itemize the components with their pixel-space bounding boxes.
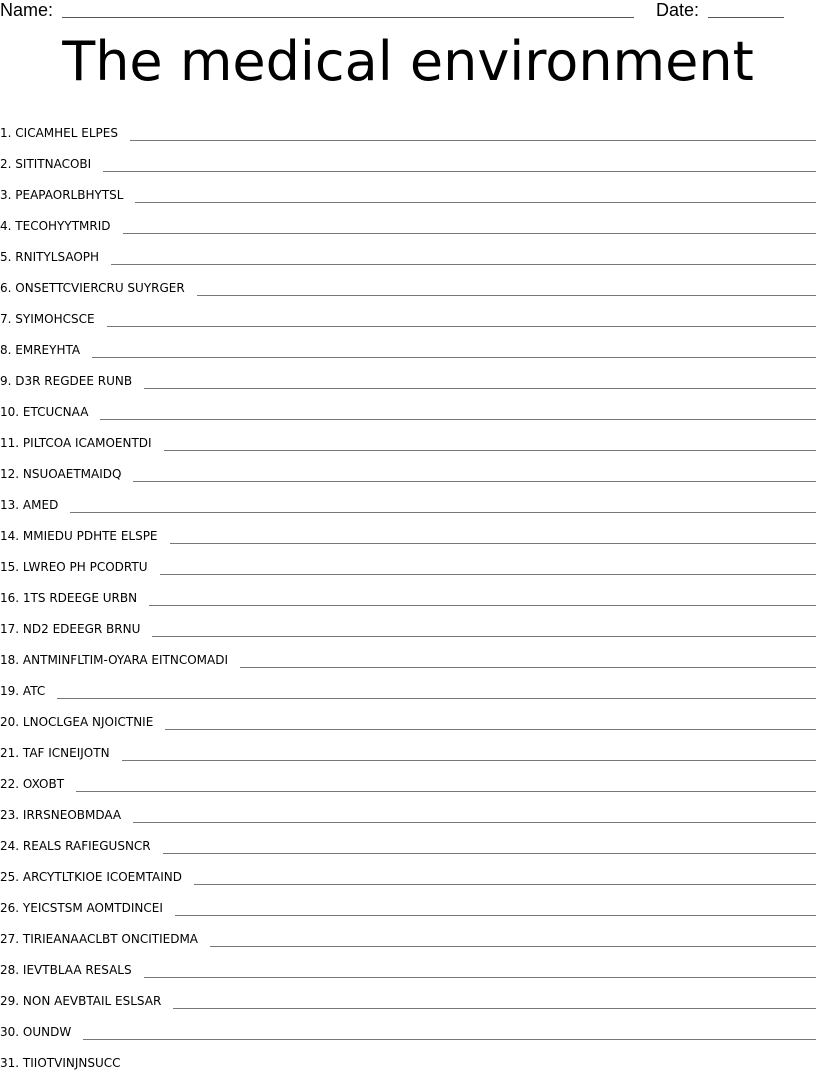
date-field-line[interactable]	[708, 17, 784, 18]
scrambled-word: IRRSNEOBMDAA	[22, 808, 122, 822]
item-number: 17.	[0, 622, 20, 636]
list-item	[0, 763, 816, 794]
scrambled-word: ARCYTLTKIOE ICOEMTAIND	[22, 870, 182, 884]
scrambled-word-label	[0, 901, 175, 918]
answer-line[interactable]	[194, 884, 816, 885]
scrambled-word-label	[0, 963, 144, 980]
scrambled-word: ND2 EDEEGR BRNU	[22, 622, 141, 636]
scrambled-word-label	[0, 529, 170, 546]
answer-line[interactable]	[130, 140, 816, 141]
page-title: The medical environment	[62, 30, 754, 93]
scrambled-word-label	[0, 591, 149, 608]
scrambled-word: D3R REGDEE RUNB	[15, 374, 133, 388]
scrambled-word: NSUOAETMAIDQ	[22, 467, 122, 481]
answer-line[interactable]	[76, 791, 816, 792]
item-number: 8.	[0, 343, 12, 357]
list-item	[0, 608, 816, 639]
answer-line[interactable]	[57, 698, 816, 699]
date-label: Date:	[656, 0, 700, 20]
answer-line[interactable]	[133, 822, 816, 823]
item-number: 13.	[0, 498, 20, 512]
item-number: 19.	[0, 684, 20, 698]
scrambled-word-label	[0, 312, 107, 329]
item-number: 2.	[0, 157, 12, 171]
list-item	[0, 577, 816, 608]
scrambled-word-label	[0, 808, 133, 825]
item-number: 18.	[0, 653, 20, 667]
scrambled-word-label	[0, 281, 197, 298]
answer-line[interactable]	[133, 481, 816, 482]
scrambled-word-label	[0, 684, 57, 701]
list-item	[0, 794, 816, 825]
scrambled-word: TIIOTVINJNSUCC	[22, 1056, 121, 1070]
item-number: 25.	[0, 870, 20, 884]
list-item	[0, 1011, 816, 1042]
list-item	[0, 701, 816, 732]
scrambled-word: SYIMOHCSCE	[15, 312, 95, 326]
list-item	[0, 422, 816, 453]
scrambled-word-label	[0, 560, 160, 577]
scrambled-word-label	[0, 994, 173, 1011]
scrambled-word: CICAMHEL ELPES	[15, 126, 118, 140]
item-number: 15.	[0, 560, 20, 574]
scrambled-word: IEVTBLAA RESALS	[22, 963, 132, 977]
list-item	[0, 670, 816, 701]
scrambled-word: LNOCLGEA NJOICTNIE	[22, 715, 154, 729]
scrambled-word-label	[0, 1056, 133, 1073]
scrambled-word-label	[0, 436, 164, 453]
scrambled-word-label	[0, 715, 165, 732]
item-number: 11.	[0, 436, 20, 450]
name-field-line[interactable]	[62, 17, 634, 18]
list-item	[0, 887, 816, 918]
list-item	[0, 329, 816, 360]
list-item	[0, 453, 816, 484]
scrambled-word-label	[0, 343, 92, 360]
answer-line[interactable]	[163, 853, 816, 854]
scrambled-word: NON AEVBTAIL ESLSAR	[22, 994, 162, 1008]
list-item	[0, 391, 816, 422]
list-item	[0, 205, 816, 236]
item-number: 4.	[0, 219, 12, 233]
scrambled-word: ANTMINFLTIM-OYARA EITNCOMADI	[22, 653, 228, 667]
scrambled-word-label	[0, 188, 135, 205]
item-number: 27.	[0, 932, 20, 946]
list-item	[0, 732, 816, 763]
scrambled-word: SITITNACOBI	[15, 157, 92, 171]
scrambled-word-label	[0, 932, 210, 949]
item-number: 12.	[0, 467, 20, 481]
scrambled-word: REALS RAFIEGUSNCR	[22, 839, 151, 853]
scrambled-word: ONSETTCVIERCRU SUYRGER	[15, 281, 185, 295]
answer-line[interactable]	[70, 512, 816, 513]
answer-line[interactable]	[149, 605, 816, 606]
list-item	[0, 298, 816, 329]
scrambled-word-label	[0, 157, 103, 174]
item-number: 1.	[0, 126, 12, 140]
scrambled-word: TAF ICNEIJOTN	[22, 746, 110, 760]
item-number: 9.	[0, 374, 12, 388]
item-number: 16.	[0, 591, 20, 605]
answer-line[interactable]	[170, 543, 816, 544]
worksheet-header	[0, 0, 816, 24]
scrambled-word: ETCUCNAA	[22, 405, 89, 419]
item-number: 31.	[0, 1056, 20, 1070]
answer-line[interactable]	[165, 729, 816, 730]
scrambled-word-label	[0, 250, 111, 267]
item-number: 26.	[0, 901, 20, 915]
answer-line[interactable]	[144, 388, 816, 389]
answer-line[interactable]	[122, 760, 816, 761]
scrambled-word: OXOBT	[22, 777, 65, 791]
answer-line[interactable]	[100, 419, 816, 420]
scrambled-word: 1TS RDEEGE URBN	[22, 591, 138, 605]
scrambled-word: MMIEDU PDHTE ELSPE	[22, 529, 158, 543]
scrambled-word-label	[0, 839, 163, 856]
scrambled-word-label	[0, 126, 130, 143]
scrambled-word-label	[0, 622, 152, 639]
name-label: Name:	[0, 0, 54, 20]
item-number: 22.	[0, 777, 20, 791]
answer-line[interactable]	[83, 1039, 816, 1040]
answer-line[interactable]	[135, 202, 816, 203]
scrambled-word: ATC	[22, 684, 46, 698]
scrambled-word-label	[0, 498, 70, 515]
answer-line[interactable]	[240, 667, 816, 668]
item-number: 29.	[0, 994, 20, 1008]
list-item	[0, 856, 816, 887]
list-item	[0, 546, 816, 577]
scrambled-word: EMREYHTA	[15, 343, 81, 357]
scrambled-word-label	[0, 467, 133, 484]
scrambled-word-label	[0, 374, 144, 391]
scrambled-word: TIRIEANAACLBT ONCITIEDMA	[22, 932, 199, 946]
list-item	[0, 980, 816, 1011]
item-number: 3.	[0, 188, 12, 202]
item-number: 5.	[0, 250, 12, 264]
list-item	[0, 236, 816, 267]
scrambled-word: PILTCOA ICAMOENTDI	[22, 436, 152, 450]
item-number: 24.	[0, 839, 20, 853]
item-number: 14.	[0, 529, 20, 543]
list-item	[0, 1042, 816, 1073]
answer-line[interactable]	[164, 450, 816, 451]
scrambled-word: YEICSTSM AOMTDINCEI	[22, 901, 163, 915]
scrambled-word: OUNDW	[22, 1025, 72, 1039]
item-number: 30.	[0, 1025, 20, 1039]
list-item	[0, 825, 816, 856]
answer-line[interactable]	[144, 977, 816, 978]
list-item	[0, 949, 816, 980]
word-scramble-list	[0, 112, 816, 1073]
item-number: 7.	[0, 312, 12, 326]
list-item	[0, 515, 816, 546]
item-number: 6.	[0, 281, 12, 295]
scrambled-word: PEAPAORLBHYTSL	[15, 188, 124, 202]
item-number: 10.	[0, 405, 20, 419]
scrambled-word-label	[0, 653, 240, 670]
answer-line[interactable]	[210, 946, 816, 947]
answer-line[interactable]	[92, 357, 816, 358]
answer-line[interactable]	[123, 233, 816, 234]
list-item	[0, 174, 816, 205]
answer-line[interactable]	[111, 264, 816, 265]
item-number: 28.	[0, 963, 20, 977]
list-item	[0, 143, 816, 174]
scrambled-word: LWREO PH PCODRTU	[22, 560, 148, 574]
scrambled-word-label	[0, 219, 123, 236]
answer-line[interactable]	[152, 636, 816, 637]
item-number: 21.	[0, 746, 20, 760]
answer-line[interactable]	[175, 915, 816, 916]
scrambled-word-label	[0, 777, 76, 794]
answer-line[interactable]	[107, 326, 816, 327]
list-item	[0, 360, 816, 391]
answer-line[interactable]	[197, 295, 816, 296]
list-item	[0, 112, 816, 143]
answer-line[interactable]	[173, 1008, 816, 1009]
list-item	[0, 918, 816, 949]
scrambled-word-label	[0, 1025, 83, 1042]
item-number: 23.	[0, 808, 20, 822]
answer-line[interactable]	[103, 171, 816, 172]
answer-line[interactable]	[160, 574, 816, 575]
scrambled-word-label	[0, 405, 100, 422]
list-item	[0, 639, 816, 670]
scrambled-word-label	[0, 870, 194, 887]
scrambled-word: RNITYLSAOPH	[15, 250, 100, 264]
scrambled-word: TECOHYYTMRID	[15, 219, 111, 233]
list-item	[0, 267, 816, 298]
list-item	[0, 484, 816, 515]
scrambled-word: AMED	[22, 498, 59, 512]
item-number: 20.	[0, 715, 20, 729]
scrambled-word-label	[0, 746, 122, 763]
